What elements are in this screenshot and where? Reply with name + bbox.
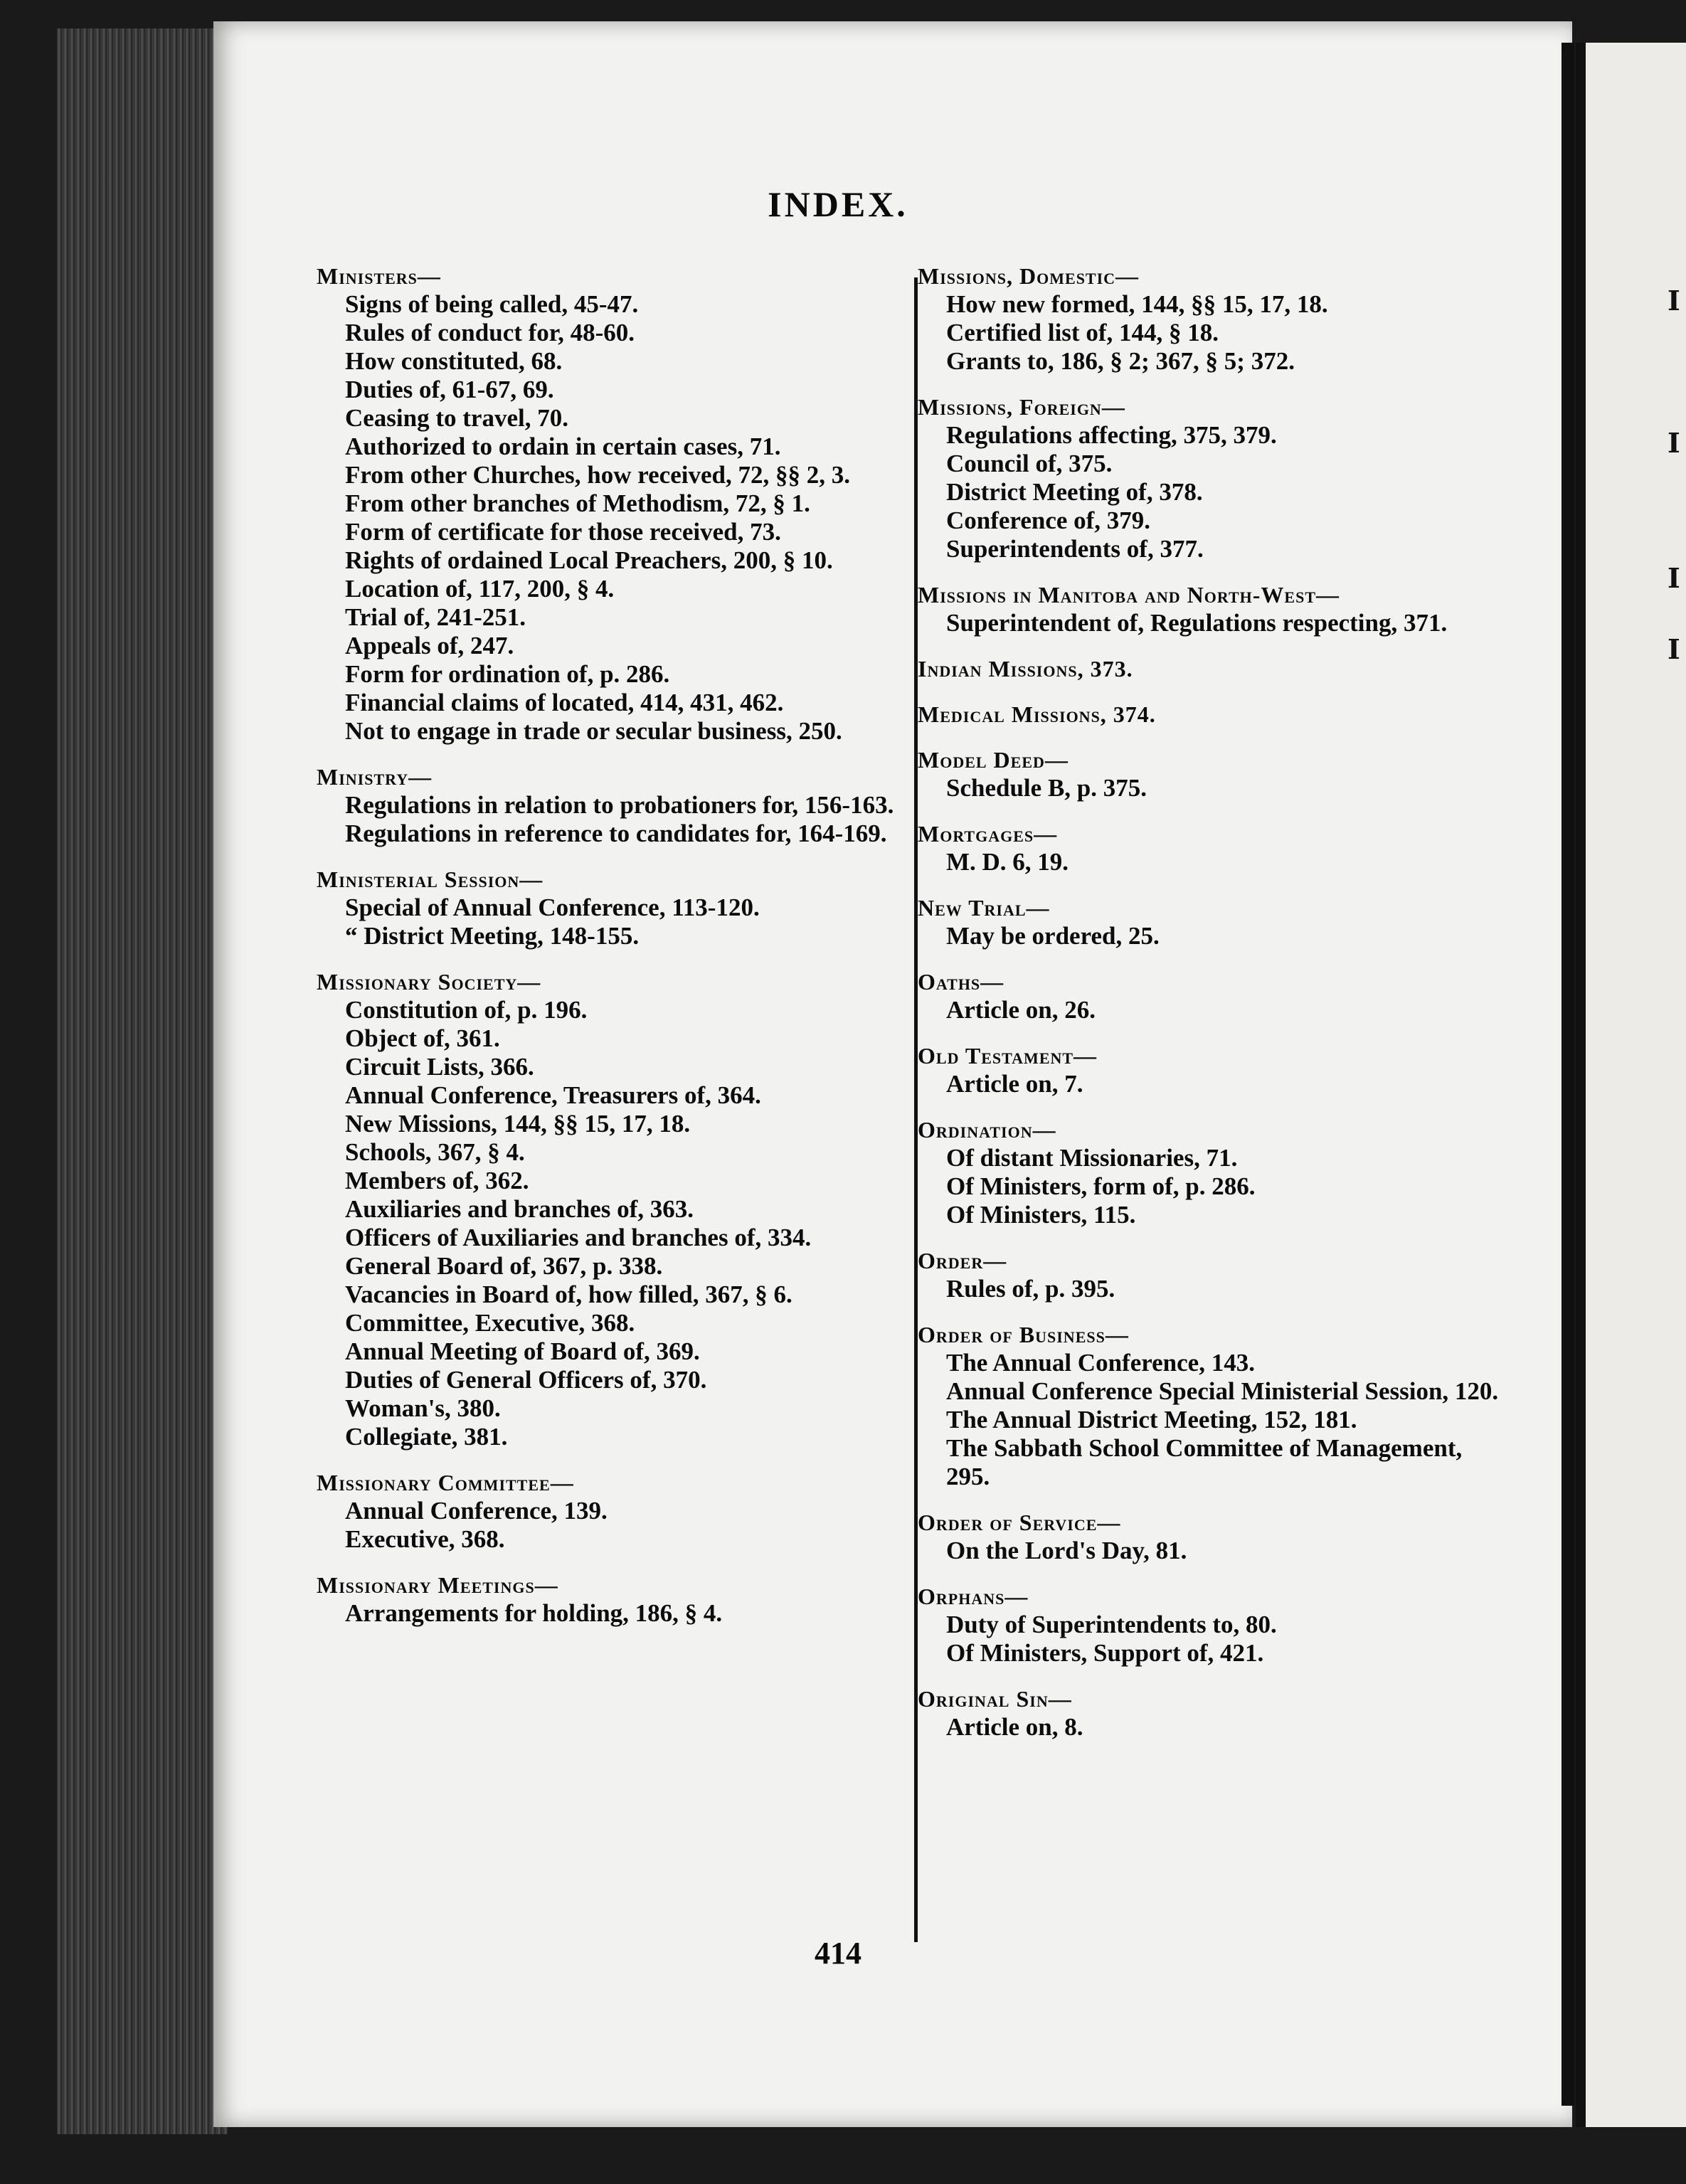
index-entry xyxy=(918,1685,1501,1742)
index-subentry: The Annual Conference, 143. xyxy=(946,1349,1255,1377)
index-heading: Missionary Meetings— xyxy=(317,1572,558,1598)
index-subentry: Form for ordination of, p. 286. xyxy=(345,660,670,688)
index-subentry: On the Lord's Day, 81. xyxy=(946,1537,1187,1564)
index-entry xyxy=(918,654,1501,683)
index-entry xyxy=(918,1508,1501,1565)
index-subentry: Superintendents of, 377. xyxy=(946,535,1204,563)
index-subentry: Rules of conduct for, 48-60. xyxy=(345,319,635,346)
index-subentry: Rules of, p. 395. xyxy=(946,1275,1115,1303)
adjacent-page-edge: I I I I xyxy=(1576,43,1686,2127)
index-heading: Oaths— xyxy=(918,969,1004,995)
gutter-shadow xyxy=(1562,43,1574,2106)
index-column-right xyxy=(918,262,1501,1759)
index-subentry: Annual Conference, Treasurers of, 364. xyxy=(345,1081,761,1109)
book-fore-edge xyxy=(57,28,228,2134)
index-heading: New Trial— xyxy=(918,895,1050,921)
index-subentry: General Board of, 367, p. 338. xyxy=(345,1252,663,1280)
index-entry xyxy=(317,865,907,950)
index-entry xyxy=(918,1115,1501,1229)
index-subentry: Regulations in reference to candidates for, 164-169. xyxy=(345,820,887,847)
index-heading: Model Deed— xyxy=(918,747,1069,773)
index-subentry: Vacancies in Board of, how filled, 367, § 6. xyxy=(345,1281,792,1308)
index-subentry: “ District Meeting, 148-155. xyxy=(345,922,640,950)
index-subentry: Woman's, 380. xyxy=(345,1394,501,1422)
index-subentry: Trial of, 241-251. xyxy=(345,603,526,631)
index-subentry: Of distant Missionaries, 71. xyxy=(946,1144,1238,1172)
index-subentry: Rights of ordained Local Preachers, 200, § 10. xyxy=(345,546,833,574)
index-entry xyxy=(918,1041,1501,1098)
page-title: INDEX. xyxy=(768,184,908,224)
index-subentry: Signs of being called, 45-47. xyxy=(345,290,639,318)
index-subentry: Duties of General Officers of, 370. xyxy=(345,1366,707,1394)
index-heading: Missions in Manitoba and North-West— xyxy=(918,582,1340,608)
index-entry xyxy=(317,1468,907,1554)
index-subentry: How constituted, 68. xyxy=(345,347,563,375)
index-subentry: Annual Conference Special Ministerial Session, 120. xyxy=(946,1377,1499,1405)
index-subentry: Of Ministers, Support of, 421. xyxy=(946,1639,1264,1667)
index-subentry: Officers of Auxiliaries and branches of, 334. xyxy=(345,1224,812,1251)
index-subentry: Committee, Executive, 368. xyxy=(345,1309,635,1337)
index-subentry: Ceasing to travel, 70. xyxy=(345,404,568,432)
index-subentry: Annual Meeting of Board of, 369. xyxy=(345,1337,700,1365)
index-heading: Mortgages— xyxy=(918,821,1058,847)
index-heading: Indian Missions, 373. xyxy=(918,656,1133,682)
index-heading: Missionary Committee— xyxy=(317,1470,574,1495)
index-subentry: Object of, 361. xyxy=(345,1024,500,1052)
index-subentry: Form of certificate for those received, 73. xyxy=(345,518,781,546)
index-subentry: Arrangements for holding, 186, § 4. xyxy=(345,1599,723,1627)
index-entry xyxy=(918,746,1501,802)
index-subentry: The Annual District Meeting, 152, 181. xyxy=(946,1406,1357,1433)
index-heading: Ministerial Session— xyxy=(317,866,544,892)
index-subentry: Article on, 26. xyxy=(946,996,1096,1024)
index-subentry: Circuit Lists, 366. xyxy=(345,1053,534,1081)
index-heading: Ordination— xyxy=(918,1117,1056,1143)
index-heading: Missions, Foreign— xyxy=(918,394,1125,420)
index-subentry: Of Ministers, form of, p. 286. xyxy=(946,1172,1256,1200)
index-entry xyxy=(918,262,1501,376)
index-subentry: Auxiliaries and branches of, 363. xyxy=(345,1195,694,1223)
index-heading: Ministry— xyxy=(317,764,433,790)
index-heading: Missions, Domestic— xyxy=(918,263,1140,289)
index-entry xyxy=(918,393,1501,563)
index-heading: Order of Business— xyxy=(918,1322,1129,1347)
index-heading: Old Testament— xyxy=(918,1043,1098,1069)
index-heading: Original Sin— xyxy=(918,1686,1072,1712)
index-entry xyxy=(918,1320,1501,1491)
index-entry xyxy=(918,894,1501,950)
index-column-left xyxy=(317,262,907,1645)
index-entry xyxy=(918,968,1501,1024)
index-subentry: How new formed, 144, §§ 15, 17, 18. xyxy=(946,290,1328,318)
index-subentry: Article on, 8. xyxy=(946,1713,1083,1741)
index-entry xyxy=(918,581,1501,637)
index-subentry: The Sabbath School Committee of Management, 295. xyxy=(946,1434,1463,1490)
index-subentry: Financial claims of located, 414, 431, 462. xyxy=(345,689,784,716)
index-subentry: Special of Annual Conference, 113-120. xyxy=(345,894,760,921)
index-subentry: Schools, 367, § 4. xyxy=(345,1138,525,1166)
page-number: 414 xyxy=(815,1936,861,1971)
index-heading: Order of Service— xyxy=(918,1510,1121,1535)
index-heading: Missionary Society— xyxy=(317,969,541,995)
index-subentry: Authorized to ordain in certain cases, 71. xyxy=(345,433,781,460)
index-subentry: New Missions, 144, §§ 15, 17, 18. xyxy=(345,1110,691,1138)
index-entry xyxy=(918,1582,1501,1668)
index-entry xyxy=(317,763,907,848)
index-entry xyxy=(918,700,1501,728)
index-subentry: District Meeting of, 378. xyxy=(946,478,1203,506)
index-subentry: Members of, 362. xyxy=(345,1167,529,1194)
index-subentry: Grants to, 186, § 2; 367, § 5; 372. xyxy=(946,347,1295,375)
index-subentry: Constitution of, p. 196. xyxy=(345,996,588,1024)
index-heading: Medical Missions, 374. xyxy=(918,701,1156,727)
index-subentry: Annual Conference, 139. xyxy=(345,1497,608,1525)
index-entry xyxy=(317,262,907,746)
index-entry xyxy=(918,820,1501,876)
index-subentry: Not to engage in trade or secular business, 250. xyxy=(345,717,842,745)
index-subentry: Regulations in relation to probationers for, 156-163. xyxy=(345,791,894,819)
index-subentry: M. D. 6, 19. xyxy=(946,848,1069,876)
index-subentry: Schedule B, p. 375. xyxy=(946,774,1147,802)
index-subentry: Duties of, 61-67, 69. xyxy=(345,376,554,403)
index-subentry: May be ordered, 25. xyxy=(946,922,1160,950)
index-heading: Ministers— xyxy=(317,263,441,289)
index-subentry: Location of, 117, 200, § 4. xyxy=(345,575,615,603)
index-subentry: Of Ministers, 115. xyxy=(946,1201,1136,1229)
index-subentry: Regulations affecting, 375, 379. xyxy=(946,421,1277,449)
index-entry xyxy=(317,968,907,1451)
index-subentry: Collegiate, 381. xyxy=(345,1423,508,1451)
index-subentry: Article on, 7. xyxy=(946,1070,1083,1098)
index-entry xyxy=(317,1571,907,1628)
index-subentry: Superintendent of, Regulations respecting, 371. xyxy=(946,609,1448,637)
index-subentry: Conference of, 379. xyxy=(946,507,1151,534)
index-subentry: Council of, 375. xyxy=(946,450,1113,477)
index-heading: Orphans— xyxy=(918,1584,1029,1609)
index-subentry: From other Churches, how received, 72, §§ 2, 3. xyxy=(345,461,850,489)
index-subentry: Appeals of, 247. xyxy=(345,632,514,659)
index-entry xyxy=(918,1246,1501,1303)
index-subentry: Executive, 368. xyxy=(345,1525,505,1553)
index-subentry: Certified list of, 144, § 18. xyxy=(946,319,1219,346)
index-subentry: From other branches of Methodism, 72, § 1. xyxy=(345,489,810,517)
index-heading: Order— xyxy=(918,1248,1007,1273)
index-subentry: Duty of Superintendents to, 80. xyxy=(946,1611,1277,1638)
